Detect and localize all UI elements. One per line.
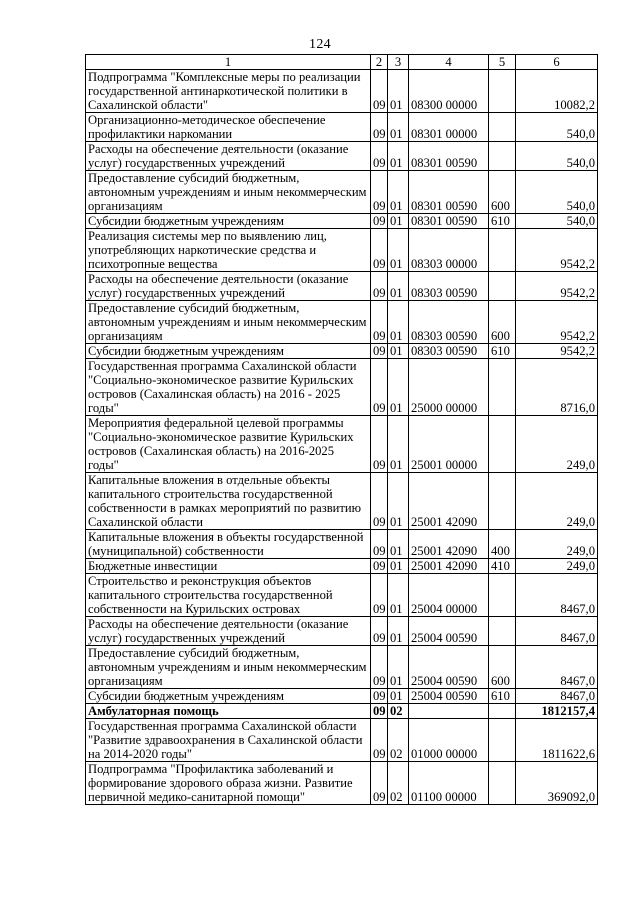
row-expense-type [489,704,516,719]
row-target-code: 25000 00000 [409,359,489,416]
table-row [86,559,598,574]
row-amount: 1811622,6 [516,719,598,762]
row-name: Подпрограмма "Комплексные меры по реализации государственной антинаркотической политики в Сахалинской области" [86,70,371,113]
row-subsection: 01 [388,416,409,473]
row-name: Расходы на обеспечение деятельности (оказание услуг) государственных учреждений [86,142,371,171]
header-col-3: 3 [388,55,409,70]
header-col-6: 6 [516,55,598,70]
table-row [86,762,598,805]
row-target-code: 25004 00590 [409,617,489,646]
row-section: 09 [371,559,388,574]
row-target-code: 25001 42090 [409,559,489,574]
table-row [86,359,598,416]
row-amount: 249,0 [516,416,598,473]
table-row [86,142,598,171]
row-subsection: 01 [388,646,409,689]
row-subsection: 01 [388,530,409,559]
row-name: Расходы на обеспечение деятельности (оказание услуг) государственных учреждений [86,617,371,646]
budget-table [85,54,598,805]
row-expense-type: 600 [489,301,516,344]
row-amount: 8467,0 [516,689,598,704]
row-expense-type: 600 [489,171,516,214]
row-target-code: 08301 00590 [409,142,489,171]
table-row [86,229,598,272]
row-section: 09 [371,719,388,762]
row-amount: 369092,0 [516,762,598,805]
row-target-code: 08303 00590 [409,344,489,359]
row-target-code: 08301 00590 [409,171,489,214]
row-target-code: 08303 00000 [409,229,489,272]
row-target-code: 08301 00000 [409,113,489,142]
row-expense-type [489,416,516,473]
row-expense-type [489,113,516,142]
row-subsection: 01 [388,359,409,416]
row-expense-type [489,272,516,301]
row-subsection: 01 [388,142,409,171]
table-row [86,574,598,617]
row-expense-type: 410 [489,559,516,574]
row-section: 09 [371,229,388,272]
row-section: 09 [371,646,388,689]
header-col-2: 2 [371,55,388,70]
row-section: 09 [371,473,388,530]
header-col-1: 1 [86,55,371,70]
row-amount: 9542,2 [516,301,598,344]
row-expense-type: 400 [489,530,516,559]
row-expense-type: 610 [489,344,516,359]
row-section: 09 [371,416,388,473]
row-target-code: 08300 00000 [409,70,489,113]
row-subsection: 01 [388,113,409,142]
row-expense-type [489,359,516,416]
row-target-code: 25001 00000 [409,416,489,473]
table-row [86,113,598,142]
row-section: 09 [371,171,388,214]
row-target-code [409,704,489,719]
row-amount: 9542,2 [516,272,598,301]
table-row [86,344,598,359]
row-name: Организационно-методическое обеспечение профилактики наркомании [86,113,371,142]
row-section: 09 [371,359,388,416]
row-section: 09 [371,70,388,113]
row-amount: 8467,0 [516,646,598,689]
row-subsection: 01 [388,70,409,113]
row-subsection: 01 [388,171,409,214]
row-amount: 9542,2 [516,344,598,359]
row-amount: 1812157,4 [516,704,598,719]
header-col-5: 5 [489,55,516,70]
row-name: Амбулаторная помощь [86,704,371,719]
row-name: Расходы на обеспечение деятельности (оказание услуг) государственных учреждений [86,272,371,301]
row-amount: 249,0 [516,559,598,574]
row-subsection: 02 [388,719,409,762]
table-row [86,530,598,559]
row-section: 09 [371,272,388,301]
row-expense-type [489,617,516,646]
row-expense-type [489,142,516,171]
row-target-code: 08303 00590 [409,272,489,301]
row-name: Субсидии бюджетным учреждениям [86,214,371,229]
row-subsection: 01 [388,301,409,344]
row-target-code: 25004 00590 [409,689,489,704]
row-subsection: 01 [388,272,409,301]
table-row [86,272,598,301]
table-row [86,473,598,530]
row-name: Реализация системы мер по выявлению лиц, употребляющих наркотические средства и психотропные вещества [86,229,371,272]
row-amount: 540,0 [516,171,598,214]
row-section: 09 [371,214,388,229]
row-amount: 540,0 [516,142,598,171]
table-row [86,617,598,646]
table-row [86,704,598,719]
row-amount: 249,0 [516,530,598,559]
row-subsection: 01 [388,214,409,229]
row-name: Предоставление субсидий бюджетным, автономным учреждениям и иным некоммерческим организациям [86,301,371,344]
row-expense-type [489,70,516,113]
table-row [86,301,598,344]
row-expense-type: 610 [489,214,516,229]
table-row [86,214,598,229]
row-name: Государственная программа Сахалинской области "Развитие здравоохранения в Сахалинской области на 2014-2020 годы" [86,719,371,762]
row-amount: 10082,2 [516,70,598,113]
row-name: Субсидии бюджетным учреждениям [86,689,371,704]
row-target-code: 25004 00590 [409,646,489,689]
row-name: Строительство и реконструкция объектов капитального строительства государственной собственности на Курильских островах [86,574,371,617]
row-section: 09 [371,574,388,617]
row-target-code: 25001 42090 [409,530,489,559]
row-expense-type: 600 [489,646,516,689]
row-amount: 249,0 [516,473,598,530]
row-name: Предоставление субсидий бюджетным, автономным учреждениям и иным некоммерческим организациям [86,646,371,689]
table-row [86,689,598,704]
row-name: Субсидии бюджетным учреждениям [86,344,371,359]
table-row [86,416,598,473]
row-subsection: 01 [388,689,409,704]
row-subsection: 01 [388,344,409,359]
row-section: 09 [371,344,388,359]
table-row [86,70,598,113]
row-section: 09 [371,142,388,171]
row-section: 09 [371,617,388,646]
row-subsection: 01 [388,574,409,617]
row-amount: 540,0 [516,214,598,229]
row-section: 09 [371,704,388,719]
row-name: Бюджетные инвестиции [86,559,371,574]
row-expense-type [489,762,516,805]
header-col-4: 4 [409,55,489,70]
row-subsection: 02 [388,704,409,719]
row-name: Мероприятия федеральной целевой программы "Социально-экономическое развитие Курильских островов (Сахалинская область) на 2016-2025 годы" [86,416,371,473]
row-subsection: 02 [388,762,409,805]
table-row [86,719,598,762]
table-row [86,646,598,689]
row-expense-type [489,473,516,530]
row-section: 09 [371,762,388,805]
row-section: 09 [371,689,388,704]
row-expense-type [489,574,516,617]
row-target-code: 08303 00590 [409,301,489,344]
row-subsection: 01 [388,617,409,646]
row-amount: 540,0 [516,113,598,142]
row-expense-type [489,229,516,272]
row-amount: 9542,2 [516,229,598,272]
header-row [86,55,598,70]
row-name: Государственная программа Сахалинской области "Социально-экономическое развитие Курильских островов (Сахалинская область) на 2016 - 2025 годы" [86,359,371,416]
row-subsection: 01 [388,229,409,272]
row-name: Предоставление субсидий бюджетным, автономным учреждениям и иным некоммерческим организациям [86,171,371,214]
row-name: Подпрограмма "Профилактика заболеваний и формирование здорового образа жизни. Развитие первичной медико-санитарной помощи" [86,762,371,805]
row-target-code: 01100 00000 [409,762,489,805]
page-number: 124 [309,37,331,52]
row-target-code: 25001 42090 [409,473,489,530]
table-row [86,171,598,214]
row-amount: 8467,0 [516,574,598,617]
row-target-code: 25004 00000 [409,574,489,617]
row-amount: 8467,0 [516,617,598,646]
row-name: Капитальные вложения в отдельные объекты капитального строительства государственной собственности в рамках мероприятий по развитию Сахалинской области [86,473,371,530]
row-amount: 8716,0 [516,359,598,416]
row-section: 09 [371,113,388,142]
row-subsection: 01 [388,473,409,530]
row-section: 09 [371,530,388,559]
row-section: 09 [371,301,388,344]
row-subsection: 01 [388,559,409,574]
row-name: Капитальные вложения в объекты государственной (муниципальной) собственности [86,530,371,559]
row-target-code: 08301 00590 [409,214,489,229]
row-target-code: 01000 00000 [409,719,489,762]
row-expense-type [489,719,516,762]
row-expense-type: 610 [489,689,516,704]
